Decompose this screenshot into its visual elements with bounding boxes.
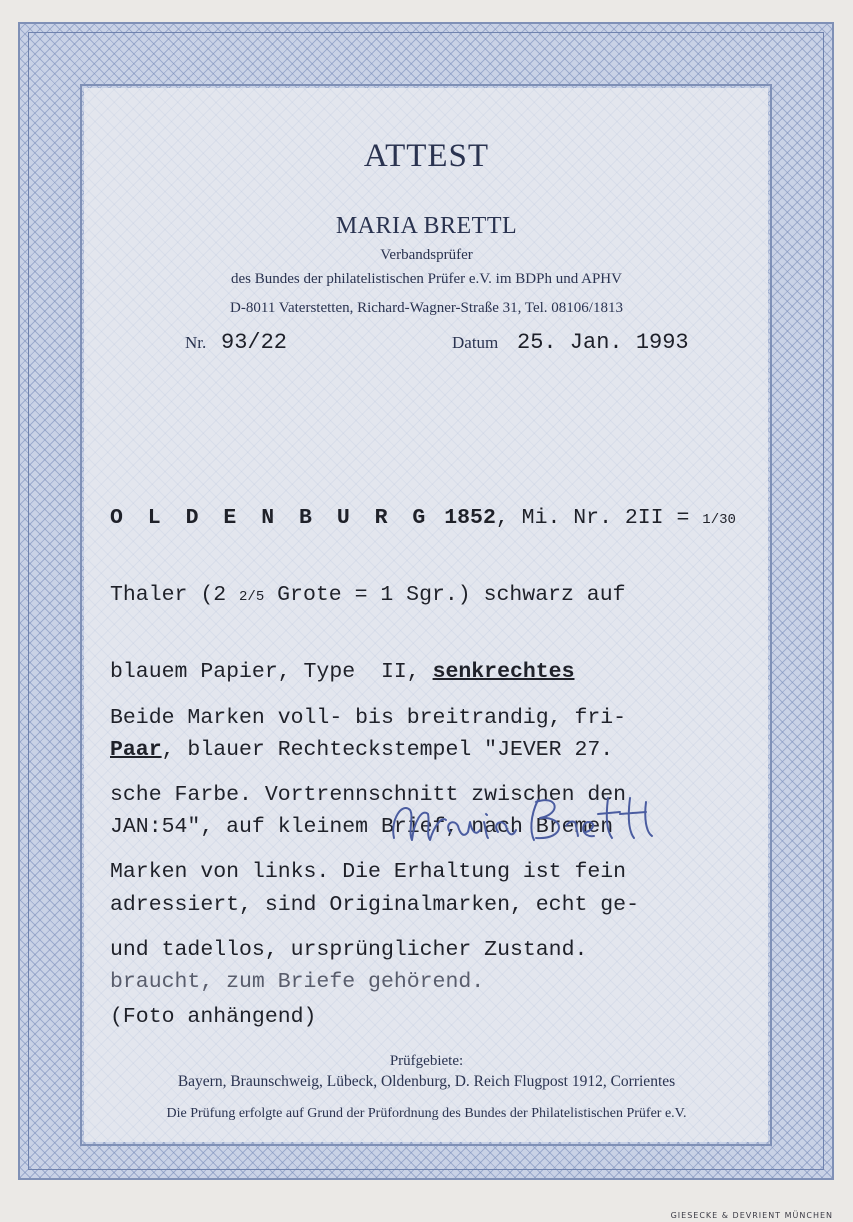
printer-mark: GIESECKE & DEVRIENT MÜNCHEN — [670, 1211, 833, 1220]
examiner-role: Verbandsprüfer — [380, 247, 473, 263]
certificate-number: 93/22 — [221, 330, 288, 355]
exam-regulation-note: Die Prüfung erfolgte auf Grund der Prüfordnung des Bundes der Philatelistischen Prüfer e.V. — [166, 1106, 687, 1121]
examiner-affiliation: des Bundes der philatelistischen Prüfer e.V. im BDPh und APHV — [231, 271, 622, 287]
exam-areas-list: Bayern, Braunschweig, Lübeck, Oldenburg, D. Reich Flugpost 1912, Corrientes — [177, 1073, 676, 1090]
certificate-date: 25. Jan. 1993 — [517, 330, 689, 355]
handwritten-signature — [380, 780, 680, 860]
description-line-3: blauem Papier, Type II, senkrechtes — [110, 660, 575, 685]
description-line-4: Paar, blauer Rechteckstempel "JEVER 27. — [110, 737, 614, 762]
datum-label: Datum — [452, 333, 499, 352]
description-line-6: adressiert, sind Originalmarken, echt ge- — [110, 892, 639, 917]
description-line-2: Thaler (2 2/5 Grote = 1 Sgr.) schwarz auf — [110, 582, 626, 607]
description-line-7: braucht, zum Briefe gehörend. — [110, 969, 485, 994]
condition-line-3: Marken von links. Die Erhaltung ist fein — [110, 860, 627, 885]
condition-line-4: und tadellos, ursprünglicher Zustand. — [110, 937, 588, 962]
condition-line-1: Beide Marken voll- bis breitrandig, fri- — [110, 705, 627, 730]
condition-line-2: sche Farbe. Vortrennschnitt zwischen den — [110, 782, 627, 807]
document-title: ATTEST — [363, 138, 490, 174]
examiner-name: MARIA BRETTL — [335, 213, 518, 239]
examiner-address: D-8011 Vaterstetten, Richard-Wagner-Straße 31, Tel. 08106/1813 — [230, 300, 623, 316]
exam-areas-heading: Prüfgebiete: — [389, 1053, 464, 1069]
description-line-5: JAN:54", auf kleinem Brief, nach Bremen — [110, 815, 614, 840]
photo-note: (Foto anhängend) — [110, 1005, 317, 1029]
description-line-1: O L D E N B U R G 1852, Mi. Nr. 2II = 1/30 — [110, 505, 736, 530]
nr-label: Nr. — [185, 333, 207, 352]
